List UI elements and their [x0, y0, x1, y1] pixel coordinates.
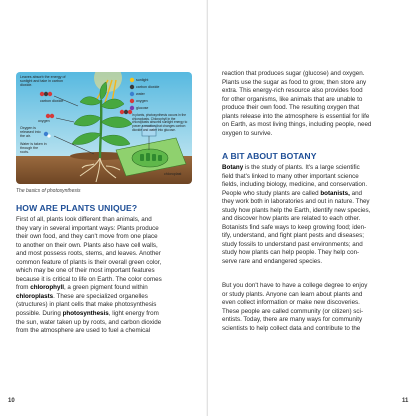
text-run: serve rare and endangered species.: [222, 258, 323, 266]
body-paragraph-photosynthesis-continued: [222, 70, 406, 138]
text-run: and most possess roots, stems, and leaves. Another: [16, 250, 161, 258]
text-line: [222, 241, 406, 250]
text-line: [222, 87, 406, 96]
chloroplast-note: In plants, photosynthesis occurs in the chloroplasts. Chlorophyll in the chloroplasts absorbs sunlight energy to power a reaction that changes carbon dioxide and water into glucose.: [132, 113, 188, 132]
text-run: they vary in several important ways: Plants produce: [16, 224, 159, 232]
text-run: fields, including biology, medicine, and conservation.: [222, 181, 368, 189]
text-line: [222, 173, 406, 182]
text-run: First of all, plants look different than animals, and: [16, 216, 152, 223]
text-line: [222, 308, 406, 317]
text-line: [222, 224, 406, 233]
legend-sunlight: sunlight: [136, 78, 149, 82]
text-line: [16, 276, 196, 285]
text-line: [222, 232, 406, 241]
right-page: [208, 0, 416, 416]
legend-glucose: glucose: [136, 106, 149, 110]
glossary-term: botanists,: [320, 189, 350, 197]
page-number-left: 10: [8, 398, 15, 404]
text-run: or study plants. Anyone can learn about plants and: [222, 290, 363, 298]
text-run: common feature of plants is their overall green color,: [16, 258, 162, 266]
text-line: [222, 258, 406, 267]
glossary-term: chlorophyll: [30, 284, 64, 292]
text-run: But you don't have to have a college degree to enjoy: [222, 282, 368, 289]
text-line: [16, 319, 196, 328]
carbon-dioxide-label: carbon dioxide: [40, 99, 64, 103]
text-line: [16, 310, 196, 319]
text-run: which may be one of their most important features: [16, 267, 155, 275]
figure-caption: The basics of photosynthesis: [16, 188, 81, 194]
text-line: [16, 267, 196, 276]
text-run: These people are called community (or citizen) sci-: [222, 307, 364, 315]
text-line: [222, 104, 406, 113]
text-line: [222, 70, 406, 79]
body-paragraph-community-science: [222, 282, 406, 333]
text-line: [222, 121, 406, 130]
text-run: plants release into the atmosphere is essential for life: [222, 112, 370, 120]
text-run: Botanists find safe ways to keep growing food; iden-: [222, 223, 367, 231]
glossary-term: photosynthesis: [62, 310, 109, 318]
text-line: [222, 190, 406, 199]
text-line: [222, 181, 406, 190]
text-run: on Earth, as most living things, including people, need: [222, 121, 372, 129]
text-line: [222, 164, 406, 173]
legend-carbon-dioxide: carbon dioxide: [136, 85, 160, 89]
text-run: People who study plants are called: [222, 189, 321, 197]
legend-water: water: [136, 92, 145, 96]
text-line: [222, 316, 406, 325]
text-run: the sun, water taken up by roots, and carbon dioxide: [16, 318, 162, 326]
legend-oxygen: oxygen: [136, 99, 148, 103]
text-line: [222, 79, 406, 88]
text-line: [222, 198, 406, 207]
page-number-right: 11: [402, 398, 409, 404]
plant-stem: [100, 100, 101, 158]
text-run: is the study of plants. It's a large scientific: [243, 164, 360, 171]
text-line: [222, 282, 406, 291]
text-line: [222, 215, 406, 224]
text-run: possible. During: [16, 310, 63, 318]
text-line: [16, 327, 196, 336]
text-line: [222, 96, 406, 105]
glossary-term: chloroplasts: [16, 292, 54, 300]
chloroplast-label: chloroplast: [164, 172, 182, 176]
text-line: [16, 225, 196, 234]
text-line: [16, 301, 196, 310]
text-run: to another on their own. Plants also have cell walls,: [16, 241, 158, 249]
text-run: oxygen to survive.: [222, 129, 273, 137]
text-run: reaction that produces sugar (glucose) and oxygen.: [222, 70, 365, 77]
text-run: , light energy from: [108, 310, 159, 318]
text-run: because it is critical to life on Earth. The color comes: [16, 275, 162, 283]
text-line: [16, 259, 196, 268]
oxygen-label: oxygen: [38, 119, 50, 123]
text-run: . These are specialized organelles: [53, 292, 148, 300]
glossary-term: Botany: [222, 164, 244, 171]
text-line: [222, 113, 406, 122]
text-line: [222, 207, 406, 216]
body-paragraph-botany: [222, 164, 406, 267]
text-line: [16, 284, 196, 293]
text-line: [16, 293, 196, 302]
text-line: [222, 291, 406, 300]
body-paragraph-plants-unique: [16, 216, 196, 336]
photosynthesis-illustration: [16, 72, 192, 184]
text-run: from: [16, 284, 31, 292]
text-run: from the atmosphere are used to fuel a chemical: [16, 327, 151, 335]
text-run: tify, understand, and fight plant pests and diseases;: [222, 232, 364, 240]
text-line: [222, 130, 406, 139]
leaves-note: Leaves absorb the energy of sunlight and take in carbon dioxide.: [20, 75, 66, 88]
text-line: [222, 325, 406, 334]
text-run: and: [349, 189, 363, 197]
text-run: they work both in laboratories and out in nature. They: [222, 198, 370, 206]
text-line: [16, 233, 196, 242]
section-heading-plants-unique: HOW ARE PLANTS UNIQUE?: [16, 203, 138, 213]
text-run: entists. Today, there are many ways for community: [222, 316, 363, 324]
water-note: Water is taken in through the roots.: [20, 142, 47, 155]
text-run: , a green pigment found within: [63, 284, 148, 292]
text-run: Plants use the sugar as food to grow, then store any: [222, 78, 367, 86]
text-line: [16, 250, 196, 259]
text-run: for other organisms, like animals that are unable to: [222, 95, 363, 103]
text-line: [16, 216, 196, 225]
section-heading-botany: A BIT ABOUT BOTANY: [222, 151, 317, 161]
text-run: even collect information or make new discoveries.: [222, 299, 360, 307]
text-run: produce their own food. The resulting oxygen that: [222, 104, 360, 112]
text-line: [222, 249, 406, 258]
oxygen-note: Oxygen is released into the air.: [20, 126, 41, 139]
text-line: [16, 242, 196, 251]
text-run: extra. This energy-rich resource also provides food: [222, 87, 363, 95]
text-run: and discover how plants are related to each other.: [222, 215, 361, 223]
text-run: scientists to help collect data and contribute to the: [222, 324, 361, 332]
text-run: study how plants can help people. They help con-: [222, 249, 360, 257]
text-line: [222, 299, 406, 308]
text-run: their own food, and they can't move from one place: [16, 233, 158, 241]
text-run: (structures) in plant cells that make photosynthesis: [16, 301, 157, 309]
text-run: field that's linked to many other important science: [222, 172, 359, 180]
text-run: study how plants help the Earth, identify new species,: [222, 206, 371, 214]
text-run: study fossils to understand past environments; and: [222, 240, 363, 248]
